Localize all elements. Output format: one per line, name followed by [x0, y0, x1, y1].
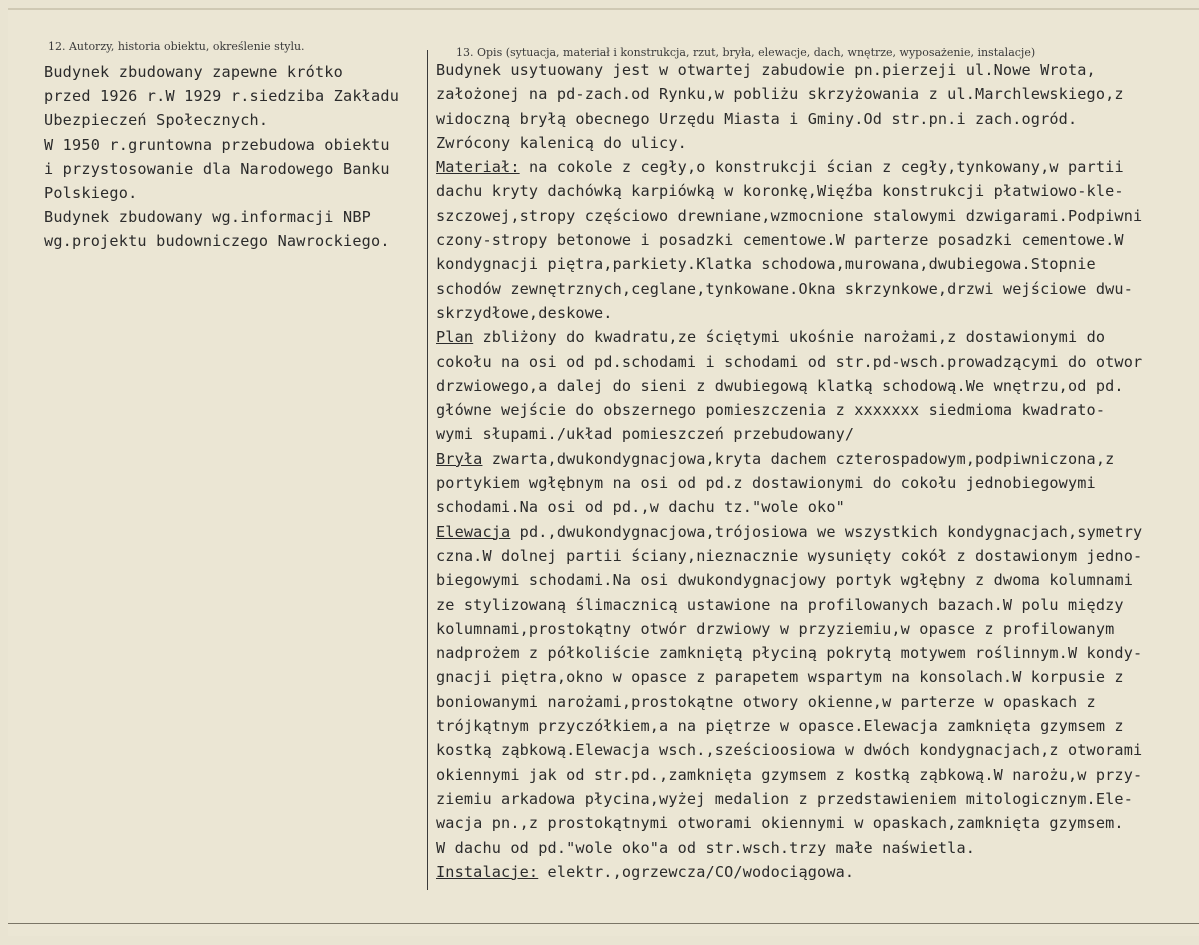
description-line: [436, 252, 1196, 276]
description-line-text: biegowymi schodami.Na osi dwukondygnacjowy portyk wgłębny z dwoma kolumnami: [436, 571, 1134, 590]
description-line-text: na cokole z cegły,o konstrukcji ścian z cegły,tynkowany,w partii: [519, 158, 1124, 177]
description-line: [436, 763, 1196, 787]
description-line: [436, 179, 1196, 203]
description-line: [436, 82, 1196, 106]
description-line-text: cokołu na osi od pd.schodami i schodami od str.pd-wsch.prowadzącymi do otwor: [436, 352, 1143, 371]
description-line-text: trójkątnym przyczółkiem,a na piętrze w opasce.Elewacja zamknięta gzymsem z: [436, 717, 1124, 736]
history-line: Polskiego.: [44, 183, 138, 202]
description-line-text: kondygnacji piętra,parkiety.Klatka schodowa,murowana,dwubiegowa.Stopnie: [436, 255, 1096, 274]
description-line-text: Budynek usytuowany jest w otwartej zabudowie pn.pierzeji ul.Nowe Wrota,: [436, 61, 1096, 79]
description-line-text: kolumnami,prostokątny otwór drzwiowy w przyziemiu,w opasce z profilowanym: [436, 619, 1115, 638]
description-line-text: okiennymi jak od str.pd.,zamknięta gzymsem z kostką ząbkową.W narożu,w przy-: [436, 765, 1143, 784]
description-line-text: założonej na pd-zach.od Rynku,w pobliżu skrzyżowania z ul.Marchlewskiego,z: [436, 85, 1124, 104]
description-line: [436, 568, 1196, 592]
description-text: [436, 58, 1196, 884]
description-line-text: dachu kryty dachówką karpiówką w koronkę,Więźba konstrukcji płatwiowo-kle-: [436, 182, 1124, 201]
description-line: [436, 107, 1196, 131]
description-line: [436, 131, 1196, 155]
description-line: [436, 277, 1196, 301]
description-line: [436, 447, 1196, 471]
description-line: [436, 228, 1196, 252]
description-line: [436, 593, 1196, 617]
description-line: [436, 58, 1196, 82]
description-line-text: czony-stropy betonowe i posadzki cementowe.W parterze posadzki cementowe.W: [436, 231, 1124, 250]
history-line: i przystosowanie dla Narodowego Banku: [44, 159, 390, 178]
description-line: [436, 301, 1196, 325]
section-heading: Bryła: [436, 449, 483, 468]
description-line-text: ziemiu arkadowa płycina,wyżej medalion z przedstawieniem mitologicznym.Ele-: [436, 789, 1134, 808]
description-line-text: schodami.Na osi od pd.,w dachu tz."wole oko": [436, 498, 845, 517]
description-line: [436, 520, 1196, 544]
history-line: W 1950 r.gruntowna przebudowa obiektu: [44, 135, 390, 154]
column-13-header: 13. Opis (sytuacja, materiał i konstrukcja, rzut, bryła, elewacje, dach, wnętrze, wyposażenie, instalacje): [456, 46, 1036, 59]
description-line: [436, 860, 1196, 884]
description-line-text: boniowanymi narożami,prostokątne otwory okienne,w parterze w opaskach z: [436, 692, 1096, 711]
description-line-text: kostką ząbkową.Elewacja wsch.,sześcioosiowa w dwóch kondygnacjach,z otworami: [436, 741, 1143, 760]
history-line: przed 1926 r.W 1929 r.siedziba Zakładu: [44, 87, 400, 106]
description-line: [436, 374, 1196, 398]
description-line: [436, 544, 1196, 568]
history-text: [44, 60, 414, 254]
description-line-text: wacja pn.,z prostokątnymi otworami okiennymi w opaskach,zamknięta gzymsem.: [436, 814, 1124, 833]
section-heading: Plan: [436, 328, 474, 347]
description-line-text: W dachu od pd."wole oko"a od str.wsch.trzy małe naświetla.: [436, 838, 976, 857]
description-line: [436, 398, 1196, 422]
history-line: Ubezpieczeń Społecznych.: [44, 111, 269, 130]
description-line-text: szczowej,stropy częściowo drewniane,wzmocnione stalowymi dzwigarami.Podpiwni: [436, 206, 1143, 225]
description-line-text: zwarta,dwukondygnacjowa,kryta dachem czterospadowym,podpiwniczona,z: [482, 449, 1115, 468]
description-line: [436, 495, 1196, 519]
description-line: [436, 471, 1196, 495]
description-line-text: nadprożem z półkoliście zamkniętą płyciną pokrytą motywem roślinnym.W kondy-: [436, 644, 1143, 663]
description-line: [436, 325, 1196, 349]
description-line-text: widoczną bryłą obecnego Urzędu Miasta i Gminy.Od str.pn.i zach.ogród.: [436, 109, 1078, 128]
description-line-text: wymi słupami./układ pomieszczeń przebudowany/: [436, 425, 855, 444]
description-line: [436, 155, 1196, 179]
column-12-header: 12. Autorzy, historia obiektu, określenie stylu.: [48, 40, 305, 53]
history-line: Budynek zbudowany wg.informacji NBP: [44, 208, 372, 227]
history-line: Budynek zbudowany zapewne krótko: [44, 63, 343, 81]
description-line: [436, 738, 1196, 762]
description-line-text: gnacji piętra,okno w opasce z parapetem wspartym na konsolach.W korpusie z: [436, 668, 1124, 687]
description-line: [436, 422, 1196, 446]
description-line-text: ze stylizowaną ślimacznicą ustawione na profilowanych bazach.W polu między: [436, 595, 1124, 614]
description-line-text: elektr.,ogrzewcza/CO/wodociągowa.: [538, 862, 855, 881]
description-line-text: główne wejście do obszernego pomieszczenia z xxxxxxx siedmioma kwadrato-: [436, 401, 1106, 420]
description-line-text: Zwrócony kalenicą do ulicy.: [436, 133, 687, 152]
description-line: [436, 787, 1196, 811]
description-line-text: skrzydłowe,deskowe.: [436, 303, 613, 322]
section-heading: Elewacja: [436, 522, 511, 541]
description-line: [436, 204, 1196, 228]
section-heading: Materiał:: [436, 158, 520, 177]
history-line: wg.projektu budowniczego Nawrockiego.: [44, 232, 390, 251]
description-line: [436, 811, 1196, 835]
description-line-text: portykiem wgłębnym na osi od pd.z dostawionymi do cokołu jednobiegowymi: [436, 474, 1096, 493]
description-line: [436, 690, 1196, 714]
description-line-text: schodów zewnętrznych,ceglane,tynkowane.Okna skrzynkowe,drzwi wejściowe dwu-: [436, 279, 1134, 298]
column-divider: [427, 50, 428, 890]
description-line-text: pd.,dwukondygnacjowa,trójosiowa we wszystkich kondygnacjach,symetry: [510, 522, 1143, 541]
description-line: [436, 836, 1196, 860]
description-line-text: drzwiowego,a dalej do sieni z dwubiegową klatką schodową.We wnętrzu,od pd.: [436, 376, 1124, 395]
description-line-text: czna.W dolnej partii ściany,nieznacznie wysunięty cokół z dostawionym jedno-: [436, 546, 1143, 565]
section-heading: Instalacje:: [436, 862, 539, 881]
description-line: [436, 714, 1196, 738]
description-line: [436, 665, 1196, 689]
description-line: [436, 641, 1196, 665]
description-line: [436, 617, 1196, 641]
bottom-rule: [8, 923, 1199, 924]
description-line-text: zbliżony do kwadratu,ze ściętymi ukośnie narożami,z dostawionymi do: [473, 328, 1106, 347]
description-line: [436, 350, 1196, 374]
